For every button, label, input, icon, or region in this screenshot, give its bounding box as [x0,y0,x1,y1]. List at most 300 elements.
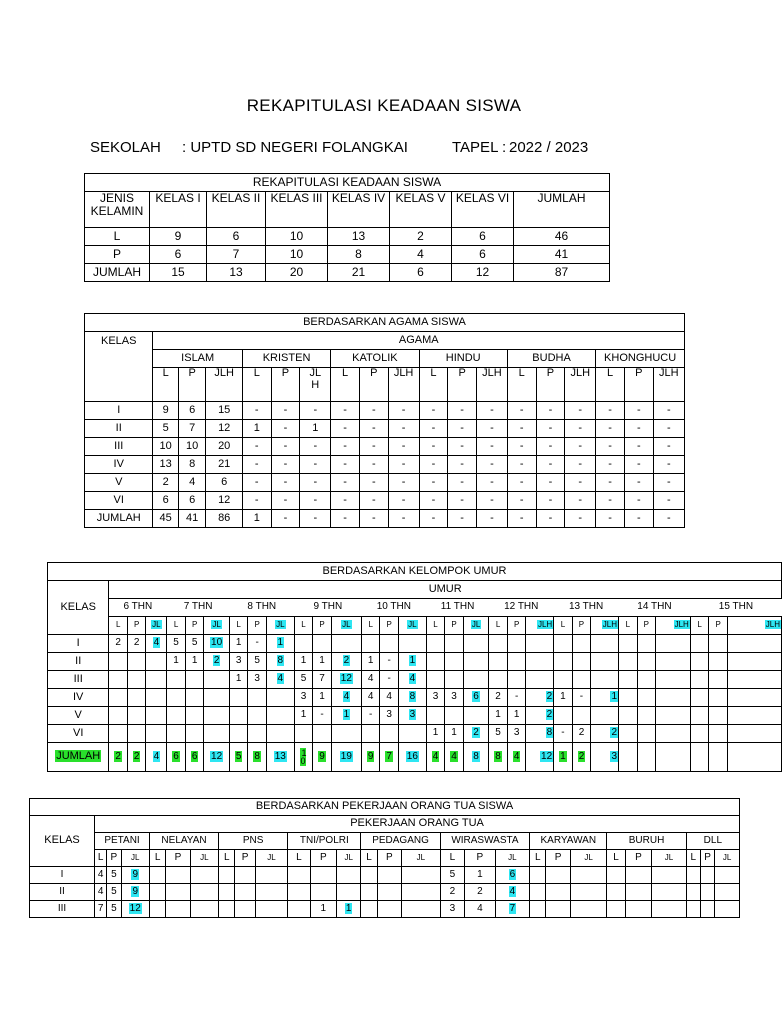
table-cell [700,901,714,918]
column-header: KELAS VI [452,192,514,228]
table-cell: 1 [300,420,331,438]
table-cell [619,671,638,689]
table-cell: 13 [328,228,390,246]
sub-header: P [271,368,300,402]
table-cell [229,653,248,671]
sub-header-value: L [697,620,702,630]
table-cell [288,901,310,918]
sub-header [727,617,781,635]
table-cell [48,743,109,772]
table-cell: - [507,474,536,492]
column-header: KELAS IV [328,192,390,228]
column-header: KELAS V [390,192,452,228]
table-cell [48,707,109,725]
table-cell: III [85,438,153,456]
table-cell [715,884,740,901]
table-cell [331,653,361,671]
sub-header: JLH [653,368,684,402]
column-header: JENIS KELAMIN [85,192,150,228]
table-cell [331,671,361,689]
table-cell: 4 [390,246,452,264]
table-cell [167,635,186,653]
sub-header: JL [121,850,149,867]
table-cell: - [653,492,684,510]
table-cell: V [85,474,153,492]
table-cell-value: 19 [340,750,352,762]
table-cell [235,901,255,918]
table-cell [121,901,149,918]
table-cell [266,653,294,671]
table-cell [495,884,530,901]
table-cell-value: 2 [133,637,140,649]
table-cell: - [300,492,331,510]
table-cell: 9 [150,228,207,246]
table-cell [313,743,332,772]
table-cell [489,689,508,707]
sub-header: JL [715,850,740,867]
table-cell [185,743,204,772]
table-cell [546,901,570,918]
table-cell: - [331,438,360,456]
sub-header-value: L [236,620,241,630]
table-cell [398,725,426,743]
sub-header: JL [652,850,687,867]
table-cell-value: 4 [153,750,160,762]
table-cell [248,707,267,725]
table-cell-value: 6 [173,750,179,762]
table-cell: 13 [153,456,178,474]
table-cell-value: 1 [300,655,307,667]
table-cell [361,653,380,671]
kelas-header: KELAS [30,816,95,867]
table-cell [426,635,445,653]
table-cell [546,884,570,901]
table-cell-value: 7 [509,902,516,914]
table-cell: 9 [153,402,178,420]
table-cell [235,884,255,901]
table-cell [637,707,656,725]
table-cell [331,635,361,653]
sub-header-value: P [254,620,260,630]
table-cell [204,653,229,671]
job-header: PETANI [95,833,150,850]
table-cell: - [507,492,536,510]
summary-table-title: REKAPITULASI KEADAAN SISWA [85,174,610,192]
table-cell [591,743,619,772]
table-row [48,671,782,689]
table-cell-value: I [76,636,80,649]
table-cell: - [653,456,684,474]
table-cell: 7 [207,246,266,264]
sub-header-value: JL [212,620,221,630]
table-cell [709,707,728,725]
table-cell [48,653,109,671]
table-cell-value: 1 [477,868,483,880]
sub-header [507,617,526,635]
table-cell: - [448,510,477,528]
table-cell [167,671,186,689]
table-cell [361,707,380,725]
table-cell-value: 2 [578,750,585,762]
sub-header-value: L [368,620,373,630]
table-cell-value: 2 [473,727,479,739]
table-cell [690,707,709,725]
table-cell-value: 3 [409,709,416,721]
table-cell-value: 3 [611,750,618,762]
table-cell [204,743,229,772]
table-cell [229,743,248,772]
job-header: PNS [219,833,288,850]
table-cell: 2 [153,474,178,492]
table-cell [288,867,310,884]
table-cell [572,707,591,725]
table-cell [361,901,377,918]
sub-header: P [536,368,565,402]
table-cell: - [300,510,331,528]
table-cell [313,725,332,743]
table-cell [166,867,190,884]
table-cell [167,725,186,743]
table-cell-value: 5 [495,727,501,739]
table-cell [185,707,204,725]
table-cell [95,867,107,884]
sub-header-value: P [715,620,721,630]
table-cell [185,671,204,689]
table-cell: - [388,438,419,456]
table-cell [619,743,638,772]
table-cell [109,635,128,653]
table-row [48,743,782,772]
table-row [85,474,685,492]
table-cell-value: 4 [97,868,104,880]
age-header: 14 THN [619,599,691,617]
table-cell [146,689,167,707]
table-cell: - [359,474,388,492]
table-cell [146,635,167,653]
table-cell [229,635,248,653]
table-cell-value: II [59,885,65,897]
table-cell: I [85,402,153,420]
table-cell: - [536,402,565,420]
sub-header: P [310,850,336,867]
table-cell-value: 3 [449,902,456,914]
table-cell [625,867,651,884]
table-cell [591,671,619,689]
table-cell [294,671,313,689]
sub-header-value: P [386,620,392,630]
table-cell [656,743,691,772]
table-cell-value: 4 [97,885,104,897]
table-cell-value: 7 [319,673,325,685]
sub-header: L [331,368,360,402]
table-cell [637,743,656,772]
table-cell [572,635,591,653]
table-cell-value: 2 [449,885,456,897]
table-cell [310,884,336,901]
sub-header-value: JL [152,620,161,630]
age-header: 9 THN [294,599,361,617]
table-cell [656,725,691,743]
table-cell: - [507,510,536,528]
sub-header-value: JL [471,620,481,630]
sub-header [554,617,573,635]
table-cell [229,725,248,743]
table-cell [219,884,235,901]
table-cell: VI [85,492,153,510]
table-cell [465,867,496,884]
table-cell-value: III [57,902,67,914]
sub-header: P [166,850,190,867]
table-cell [313,671,332,689]
table-cell [727,707,781,725]
religion-header: KRISTEN [242,350,330,368]
table-cell [361,867,377,884]
table-cell-value: 5 [173,637,179,649]
table-cell [167,707,186,725]
sub-header: L [686,850,700,867]
table-cell: - [596,420,625,438]
table-cell: - [624,456,653,474]
table-cell [607,884,625,901]
table-cell: - [596,456,625,474]
table-cell [619,707,638,725]
table-cell-value: 1 [560,691,566,703]
table-cell [337,884,361,901]
table-cell: - [242,456,271,474]
table-cell [402,884,441,901]
table-cell: 6 [452,228,514,246]
table-cell [398,689,426,707]
table-row [48,689,782,707]
tapel-label: TAPEL : [452,139,507,156]
age-header: 10 THN [361,599,426,617]
table-cell-value: 2 [115,750,121,762]
table-cell [619,635,638,653]
occupation-table [29,798,740,918]
sub-header: L [95,850,107,867]
table-cell: - [596,438,625,456]
table-cell: 12 [206,492,242,510]
table-cell [690,725,709,743]
table-row [48,635,782,653]
table-cell [377,901,401,918]
sub-header: JL [190,850,218,867]
table-cell [445,689,464,707]
sub-header [266,617,294,635]
table-cell [109,743,128,772]
table-cell: - [359,402,388,420]
occupation-table-title: BERDASARKAN PEKERJAAN ORANG TUA SISWA [30,799,740,816]
table-cell [310,901,336,918]
table-cell: 10 [266,228,328,246]
sub-header-value: L [173,620,179,630]
table-cell: 1 [242,510,271,528]
sub-header: P [178,368,206,402]
table-cell [380,707,399,725]
table-cell-value: 8 [277,655,284,667]
table-cell [95,901,107,918]
sub-header-value: L [301,620,306,630]
table-cell [572,725,591,743]
table-cell [463,725,488,743]
table-cell [690,671,709,689]
table-cell [380,743,399,772]
sub-header-value: JL [276,620,285,630]
table-cell [526,743,554,772]
table-cell [591,635,619,653]
table-cell: - [476,420,507,438]
table-cell [507,743,526,772]
table-cell: - [448,492,477,510]
table-cell-value: 3 [254,673,260,685]
table-row [85,438,685,456]
table-cell [530,867,546,884]
table-cell [248,635,267,653]
table-cell [190,901,218,918]
table-cell-value: II [75,654,82,667]
table-cell: - [271,438,300,456]
table-cell: 46 [514,228,610,246]
table-cell: 15 [150,264,207,282]
table-cell-value: 12 [129,902,141,914]
table-cell [637,725,656,743]
table-cell-value: 12 [211,750,223,762]
sub-header-value: P [578,620,585,630]
religion-header: BUDHA [507,350,595,368]
table-cell: - [448,420,477,438]
age-header: 8 THN [229,599,294,617]
table-cell [554,653,573,671]
table-cell [294,743,313,772]
table-cell [380,725,399,743]
table-cell [107,867,121,884]
table-cell [331,743,361,772]
table-cell [146,671,167,689]
table-cell: L [85,228,150,246]
sub-header [109,617,128,635]
table-cell [266,707,294,725]
table-cell: - [359,456,388,474]
table-cell: - [653,438,684,456]
table-cell [248,725,267,743]
sub-header: P [546,850,570,867]
table-cell-value: 1 [319,691,325,703]
table-cell: - [242,402,271,420]
table-cell [235,867,255,884]
table-cell: - [565,474,596,492]
sub-header-value: JLH [602,620,618,630]
table-cell: - [359,420,388,438]
table-cell [30,884,95,901]
table-cell: 41 [514,246,610,264]
table-cell-value: - [369,709,373,721]
sub-header [690,617,709,635]
table-cell [185,725,204,743]
age-header: 11 THN [426,599,489,617]
table-cell [463,689,488,707]
table-cell [619,689,638,707]
age-table-title: BERDASARKAN KELOMPOK UMUR [48,563,782,581]
sub-header: JL [255,850,288,867]
table-cell: 87 [514,264,610,282]
table-cell [294,707,313,725]
table-cell: - [271,402,300,420]
age-table [47,562,782,772]
sub-header [248,617,267,635]
religion-header: HINDU [419,350,507,368]
column-header: KELAS I [150,192,207,228]
column-header: KELAS II [207,192,266,228]
table-cell [48,671,109,689]
table-cell [440,867,464,884]
table-cell [167,653,186,671]
sub-header: P [624,368,653,402]
sub-header: L [607,850,625,867]
table-cell-value: 1 [319,655,325,667]
table-cell: - [624,510,653,528]
sub-header [380,617,399,635]
table-cell-value: 1 [343,709,350,721]
agama-header: AGAMA [153,332,685,350]
table-cell-value: 3 [300,691,307,703]
table-cell [146,707,167,725]
age-header: 7 THN [167,599,230,617]
sub-header: JL [402,850,441,867]
table-cell: - [536,492,565,510]
table-cell-value: 4 [451,750,457,762]
table-cell: - [476,510,507,528]
table-cell: - [507,420,536,438]
religion-table [84,313,685,528]
job-header: NELAYAN [149,833,218,850]
table-cell [445,707,464,725]
table-cell: 21 [206,456,242,474]
table-cell [489,635,508,653]
table-cell-value: 5 [449,868,456,880]
table-cell-value: 8 [473,750,479,762]
table-cell-value: - [561,727,565,739]
sub-header [398,617,426,635]
table-cell [377,867,401,884]
table-cell: - [624,420,653,438]
table-cell-value: 5 [111,885,117,897]
table-cell [700,884,714,901]
table-cell [554,707,573,725]
table-cell: - [271,510,300,528]
table-cell: 12 [206,420,242,438]
table-cell [463,743,488,772]
table-cell-value: 2 [546,709,553,721]
sub-header [127,617,146,635]
table-cell-value: 2 [546,691,553,703]
table-cell [489,743,508,772]
table-cell: 20 [266,264,328,282]
sub-header [185,617,204,635]
sub-header [619,617,638,635]
table-cell-value: 3 [432,691,439,703]
table-cell [337,867,361,884]
sub-header [572,617,591,635]
table-cell-value: 12 [340,673,352,685]
table-cell: 4 [178,474,206,492]
table-cell: - [507,402,536,420]
table-cell [229,671,248,689]
table-cell-value: 4 [409,673,416,685]
table-cell [465,884,496,901]
table-cell: - [331,456,360,474]
table-cell [526,707,554,725]
table-cell [489,653,508,671]
